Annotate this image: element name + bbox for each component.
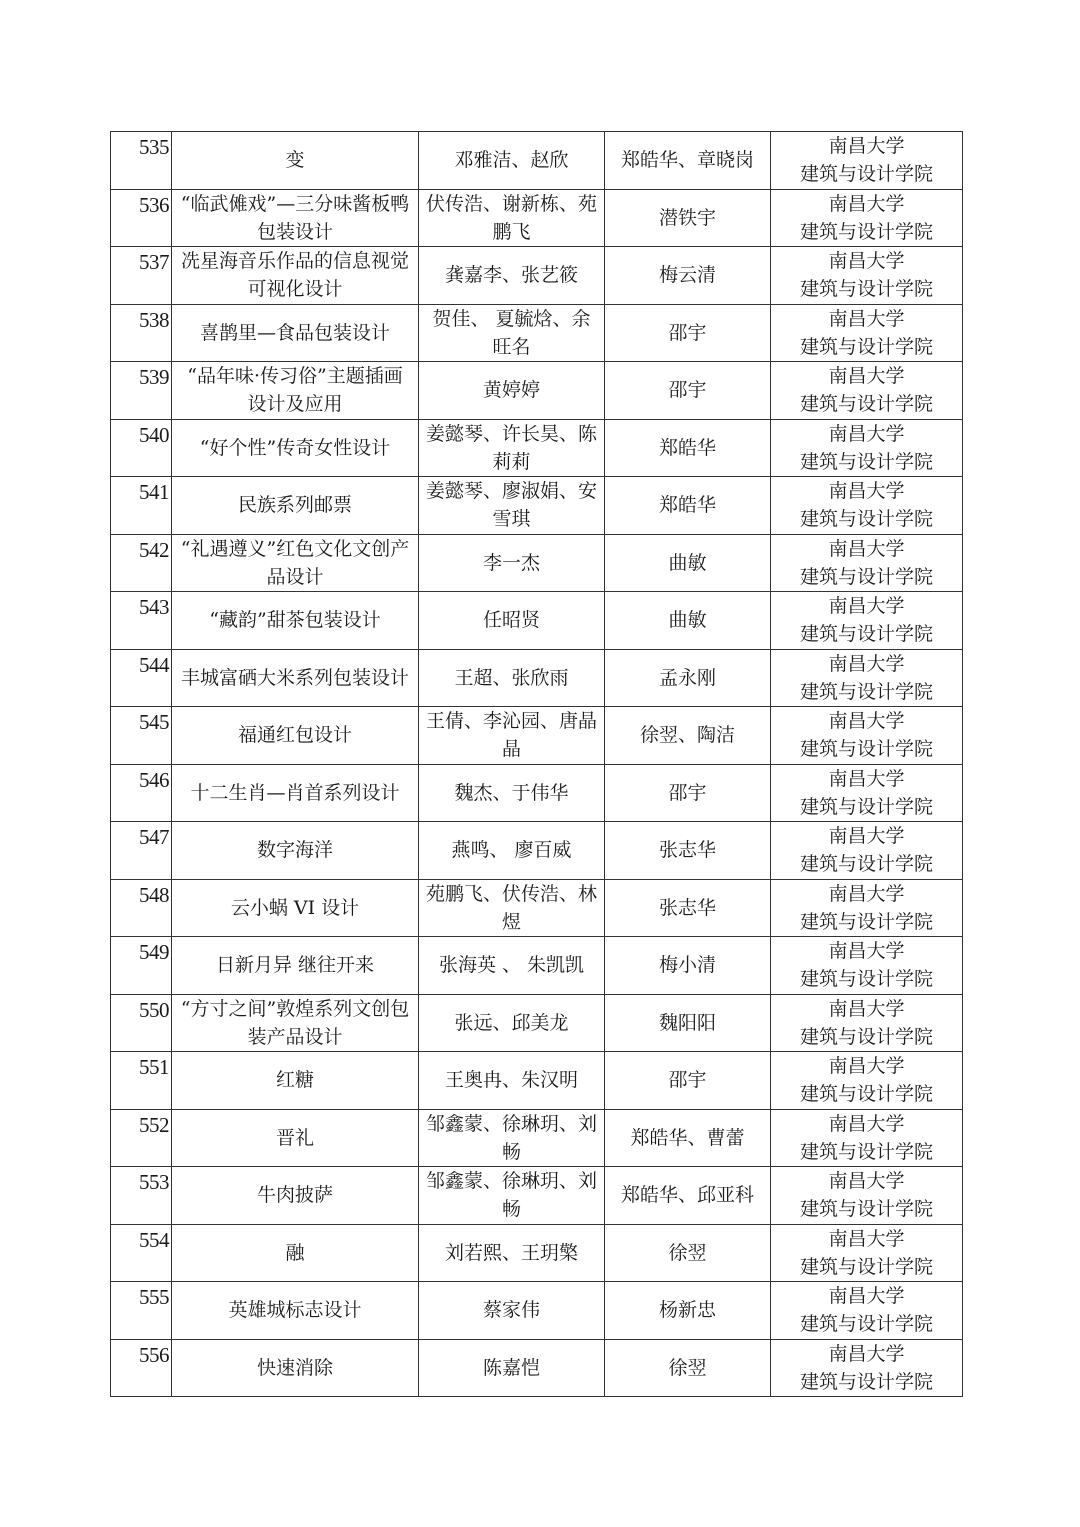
entry-number: 546: [111, 764, 172, 822]
school-cell: [771, 649, 963, 707]
school-cell: [771, 707, 963, 765]
entry-number: 543: [111, 592, 172, 650]
school-university: 南昌大学: [828, 250, 905, 273]
work-title-cell: [172, 1224, 419, 1282]
table-row: [111, 477, 963, 535]
work-title: 晋礼: [275, 1126, 314, 1149]
award-list-table: [110, 131, 963, 1397]
authors-cell-cell: [419, 1282, 605, 1340]
school-cell: [771, 994, 963, 1052]
school-college: 建筑与设计学院: [799, 278, 933, 301]
advisor-cell-cell: [605, 534, 771, 592]
table-row: [111, 1339, 963, 1397]
table-row: [111, 419, 963, 477]
work-title: 福通红包设计: [237, 724, 352, 747]
award-list-body: [111, 132, 963, 1397]
school-cell: [771, 1167, 963, 1225]
work-title: 英雄城标志设计: [228, 1299, 362, 1322]
school-university: 南昌大学: [828, 595, 905, 618]
work-title-cell: [172, 362, 419, 420]
table-row: [111, 362, 963, 420]
school-university: 南昌大学: [828, 1342, 905, 1365]
table-row: [111, 764, 963, 822]
work-title-cell: [172, 649, 419, 707]
work-title: 牛肉披萨: [256, 1184, 333, 1207]
school-university: 南昌大学: [828, 767, 905, 790]
work-title: 红糖: [275, 1069, 314, 1092]
school-college: 建筑与设计学院: [799, 1255, 933, 1278]
authors-cell-cell: [419, 477, 605, 535]
entry-number: 552: [111, 1109, 172, 1167]
school-university: 南昌大学: [828, 940, 905, 963]
authors-cell: 刘若熙、王玥檠: [444, 1241, 578, 1264]
entry-number: 556: [111, 1339, 172, 1397]
authors-cell-cell: [419, 937, 605, 995]
school-college: 建筑与设计学院: [799, 1198, 933, 1221]
advisor-cell: 郑皓华、章晓岗: [620, 149, 754, 172]
advisor-cell-cell: [605, 707, 771, 765]
authors-cell-cell: [419, 1052, 605, 1110]
school-cell: [771, 189, 963, 247]
advisor-cell: 张志华: [658, 896, 716, 919]
entry-number: 551: [111, 1052, 172, 1110]
table-row: [111, 822, 963, 880]
school-college: 建筑与设计学院: [799, 795, 933, 818]
entry-number: 537: [111, 247, 172, 305]
work-title-cell: [172, 419, 419, 477]
school-cell: [771, 534, 963, 592]
authors-cell: 王奥冉、朱汉明: [444, 1069, 578, 1092]
advisor-cell: 郑皓华、曹蕾: [630, 1126, 745, 1149]
authors-cell-cell: [419, 419, 605, 477]
entry-number: 538: [111, 304, 172, 362]
school-university: 南昌大学: [828, 882, 905, 905]
advisor-cell: 梅云清: [658, 264, 716, 287]
school-university: 南昌大学: [828, 422, 905, 445]
entry-number: 542: [111, 534, 172, 592]
authors-cell: 陈嘉恺: [482, 1356, 540, 1379]
advisor-cell: 曲敏: [668, 551, 707, 574]
advisor-cell-cell: [605, 304, 771, 362]
work-title: 丰城富硒大米系列包装设计: [180, 666, 409, 689]
advisor-cell-cell: [605, 1282, 771, 1340]
advisor-cell-cell: [605, 994, 771, 1052]
school-cell: [771, 419, 963, 477]
authors-cell: 龚嘉李、张艺筱: [444, 264, 578, 287]
school-college: 建筑与设计学院: [799, 450, 933, 473]
advisor-cell-cell: [605, 362, 771, 420]
work-title: 融: [285, 1241, 305, 1264]
work-title-cell: [172, 822, 419, 880]
school-college: 建筑与设计学院: [799, 1313, 933, 1336]
school-university: 南昌大学: [828, 480, 905, 503]
school-university: 南昌大学: [828, 1285, 905, 1308]
work-title: 民族系列邮票: [237, 494, 352, 517]
work-title: 喜鹊里—食品包装设计: [199, 321, 390, 344]
school-college: 建筑与设计学院: [799, 565, 933, 588]
school-college: 建筑与设计学院: [799, 910, 933, 933]
school-college: 建筑与设计学院: [799, 1370, 933, 1393]
work-title: “临武傩戏”—三分味酱板鸭包装设计: [180, 192, 410, 243]
authors-cell-cell: [419, 304, 605, 362]
authors-cell-cell: [419, 1224, 605, 1282]
school-college: 建筑与设计学院: [799, 335, 933, 358]
work-title-cell: [172, 304, 419, 362]
school-university: 南昌大学: [828, 710, 905, 733]
school-cell: [771, 822, 963, 880]
entry-number: 540: [111, 419, 172, 477]
school-cell: [771, 1052, 963, 1110]
school-college: 建筑与设计学院: [799, 853, 933, 876]
school-cell: [771, 1109, 963, 1167]
advisor-cell: 魏阳阳: [658, 1011, 716, 1034]
advisor-cell: 潜铁宇: [658, 206, 716, 229]
work-title: “品年味·传习俗”主题插画设计及应用: [187, 365, 403, 416]
school-university: 南昌大学: [828, 537, 905, 560]
school-university: 南昌大学: [828, 365, 905, 388]
school-university: 南昌大学: [828, 192, 905, 215]
table-row: [111, 994, 963, 1052]
school-college: 建筑与设计学院: [799, 508, 933, 531]
authors-cell-cell: [419, 649, 605, 707]
work-title-cell: [172, 1339, 419, 1397]
authors-cell: 邹鑫蒙、徐琳玥、刘畅: [425, 1170, 597, 1221]
school-cell: [771, 362, 963, 420]
work-title-cell: [172, 592, 419, 650]
authors-cell: 魏杰、于伟华: [454, 781, 569, 804]
work-title: “好个性”传奇女性设计: [199, 436, 391, 459]
table-row: [111, 937, 963, 995]
advisor-cell-cell: [605, 132, 771, 190]
school-university: 南昌大学: [828, 1170, 905, 1193]
entry-number: 554: [111, 1224, 172, 1282]
work-title: 十二生肖—肖首系列设计: [190, 781, 400, 804]
authors-cell: 姜懿琴、廖淑娟、安雪琪: [425, 480, 597, 531]
authors-cell-cell: [419, 247, 605, 305]
table-row: [111, 189, 963, 247]
authors-cell: 蔡家伟: [482, 1299, 540, 1322]
work-title: 日新月异 继往开来: [215, 954, 375, 977]
authors-cell: 张海英 、 朱凯凯: [438, 954, 585, 977]
entry-number: 548: [111, 879, 172, 937]
work-title-cell: [172, 189, 419, 247]
work-title: 冼星海音乐作品的信息视觉可视化设计: [180, 250, 409, 301]
work-title-cell: [172, 764, 419, 822]
table-row: [111, 132, 963, 190]
school-college: 建筑与设计学院: [799, 1140, 933, 1163]
work-title: 数字海洋: [256, 839, 333, 862]
advisor-cell: 杨新忠: [658, 1299, 716, 1322]
work-title: 云小蜗 VI 设计: [230, 896, 360, 919]
school-university: 南昌大学: [828, 652, 905, 675]
authors-cell: 王倩、李沁园、唐晶晶: [425, 710, 597, 761]
advisor-cell-cell: [605, 1052, 771, 1110]
entry-number: 545: [111, 707, 172, 765]
work-title-cell: [172, 132, 419, 190]
work-title: “礼遇遵义”红色文化文创产品设计: [180, 537, 410, 588]
school-cell: [771, 937, 963, 995]
school-university: 南昌大学: [828, 135, 905, 158]
school-college: 建筑与设计学院: [799, 968, 933, 991]
school-university: 南昌大学: [828, 997, 905, 1020]
authors-cell: 李一杰: [482, 551, 540, 574]
school-cell: [771, 1224, 963, 1282]
work-title-cell: [172, 477, 419, 535]
school-college: 建筑与设计学院: [799, 163, 933, 186]
authors-cell: 苑鹏飞、伏传浩、林煜: [425, 882, 597, 933]
advisor-cell: 徐翌: [668, 1241, 707, 1264]
school-college: 建筑与设计学院: [799, 220, 933, 243]
authors-cell: 燕鸣、 廖百威: [451, 839, 572, 862]
school-college: 建筑与设计学院: [799, 680, 933, 703]
authors-cell: 邓雅洁、赵欣: [454, 149, 569, 172]
school-university: 南昌大学: [828, 1112, 905, 1135]
advisor-cell: 郑皓华、邱亚科: [620, 1184, 754, 1207]
advisor-cell-cell: [605, 649, 771, 707]
school-college: 建筑与设计学院: [799, 393, 933, 416]
authors-cell-cell: [419, 879, 605, 937]
advisor-cell-cell: [605, 764, 771, 822]
entry-number: 547: [111, 822, 172, 880]
advisor-cell: 郑皓华: [658, 436, 716, 459]
table-row: [111, 534, 963, 592]
advisor-cell-cell: [605, 477, 771, 535]
school-cell: [771, 879, 963, 937]
advisor-cell-cell: [605, 1224, 771, 1282]
advisor-cell: 徐翌、陶洁: [639, 724, 735, 747]
school-cell: [771, 477, 963, 535]
authors-cell-cell: [419, 707, 605, 765]
school-cell: [771, 764, 963, 822]
authors-cell: 伏传浩、谢新栋、苑鹏飞: [425, 192, 597, 243]
school-college: 建筑与设计学院: [799, 738, 933, 761]
work-title-cell: [172, 937, 419, 995]
table-row: [111, 1109, 963, 1167]
advisor-cell: 徐翌: [668, 1356, 707, 1379]
entry-number: 549: [111, 937, 172, 995]
advisor-cell-cell: [605, 419, 771, 477]
authors-cell-cell: [419, 592, 605, 650]
work-title: “藏韵”甜茶包装设计: [209, 609, 381, 632]
table-row: [111, 1224, 963, 1282]
school-cell: [771, 247, 963, 305]
authors-cell: 邹鑫蒙、徐琳玥、刘畅: [425, 1112, 597, 1163]
advisor-cell-cell: [605, 592, 771, 650]
table-row: [111, 879, 963, 937]
school-cell: [771, 1339, 963, 1397]
authors-cell-cell: [419, 764, 605, 822]
authors-cell: 任昭贤: [482, 609, 540, 632]
entry-number: 555: [111, 1282, 172, 1340]
advisor-cell-cell: [605, 189, 771, 247]
table-row: [111, 592, 963, 650]
advisor-cell: 曲敏: [668, 609, 707, 632]
authors-cell: 姜懿琴、许长昊、陈莉莉: [425, 422, 597, 473]
table-row: [111, 649, 963, 707]
school-cell: [771, 304, 963, 362]
entry-number: 553: [111, 1167, 172, 1225]
work-title-cell: [172, 994, 419, 1052]
school-cell: [771, 132, 963, 190]
advisor-cell: 梅小清: [658, 954, 716, 977]
advisor-cell-cell: [605, 1167, 771, 1225]
entry-number: 544: [111, 649, 172, 707]
table-row: [111, 304, 963, 362]
school-cell: [771, 592, 963, 650]
authors-cell-cell: [419, 1109, 605, 1167]
school-college: 建筑与设计学院: [799, 1083, 933, 1106]
school-college: 建筑与设计学院: [799, 1025, 933, 1048]
advisor-cell: 郑皓华: [658, 494, 716, 517]
table-row: [111, 1052, 963, 1110]
table-row: [111, 247, 963, 305]
authors-cell: 张远、邱美龙: [454, 1011, 569, 1034]
work-title-cell: [172, 534, 419, 592]
advisor-cell: 邵宇: [668, 1069, 707, 1092]
advisor-cell-cell: [605, 937, 771, 995]
entry-number: 535: [111, 132, 172, 190]
work-title: 快速消除: [256, 1356, 333, 1379]
advisor-cell: 邵宇: [668, 781, 707, 804]
work-title-cell: [172, 247, 419, 305]
school-cell: [771, 1282, 963, 1340]
advisor-cell: 邵宇: [668, 321, 707, 344]
work-title-cell: [172, 1167, 419, 1225]
authors-cell-cell: [419, 362, 605, 420]
advisor-cell-cell: [605, 247, 771, 305]
work-title-cell: [172, 1109, 419, 1167]
school-university: 南昌大学: [828, 825, 905, 848]
table-row: [111, 707, 963, 765]
authors-cell-cell: [419, 189, 605, 247]
work-title-cell: [172, 1282, 419, 1340]
authors-cell: 王超、张欣雨: [454, 666, 569, 689]
authors-cell-cell: [419, 534, 605, 592]
advisor-cell: 孟永刚: [658, 666, 716, 689]
work-title: 变: [285, 149, 305, 172]
entry-number: 539: [111, 362, 172, 420]
authors-cell: 贺佳、 夏毓焓、余旺名: [432, 307, 591, 358]
table-row: [111, 1282, 963, 1340]
work-title-cell: [172, 879, 419, 937]
advisor-cell-cell: [605, 1339, 771, 1397]
authors-cell-cell: [419, 1339, 605, 1397]
authors-cell-cell: [419, 822, 605, 880]
entry-number: 536: [111, 189, 172, 247]
advisor-cell-cell: [605, 822, 771, 880]
advisor-cell-cell: [605, 1109, 771, 1167]
school-university: 南昌大学: [828, 307, 905, 330]
authors-cell-cell: [419, 994, 605, 1052]
advisor-cell: 邵宇: [668, 379, 707, 402]
authors-cell-cell: [419, 132, 605, 190]
school-college: 建筑与设计学院: [799, 623, 933, 646]
authors-cell-cell: [419, 1167, 605, 1225]
school-university: 南昌大学: [828, 1055, 905, 1078]
work-title: “方寸之间”敦煌系列文创包装产品设计: [180, 997, 410, 1048]
authors-cell: 黄婷婷: [482, 379, 540, 402]
work-title-cell: [172, 1052, 419, 1110]
work-title-cell: [172, 707, 419, 765]
advisor-cell: 张志华: [658, 839, 716, 862]
entry-number: 550: [111, 994, 172, 1052]
table-row: [111, 1167, 963, 1225]
school-university: 南昌大学: [828, 1227, 905, 1250]
entry-number: 541: [111, 477, 172, 535]
advisor-cell-cell: [605, 879, 771, 937]
